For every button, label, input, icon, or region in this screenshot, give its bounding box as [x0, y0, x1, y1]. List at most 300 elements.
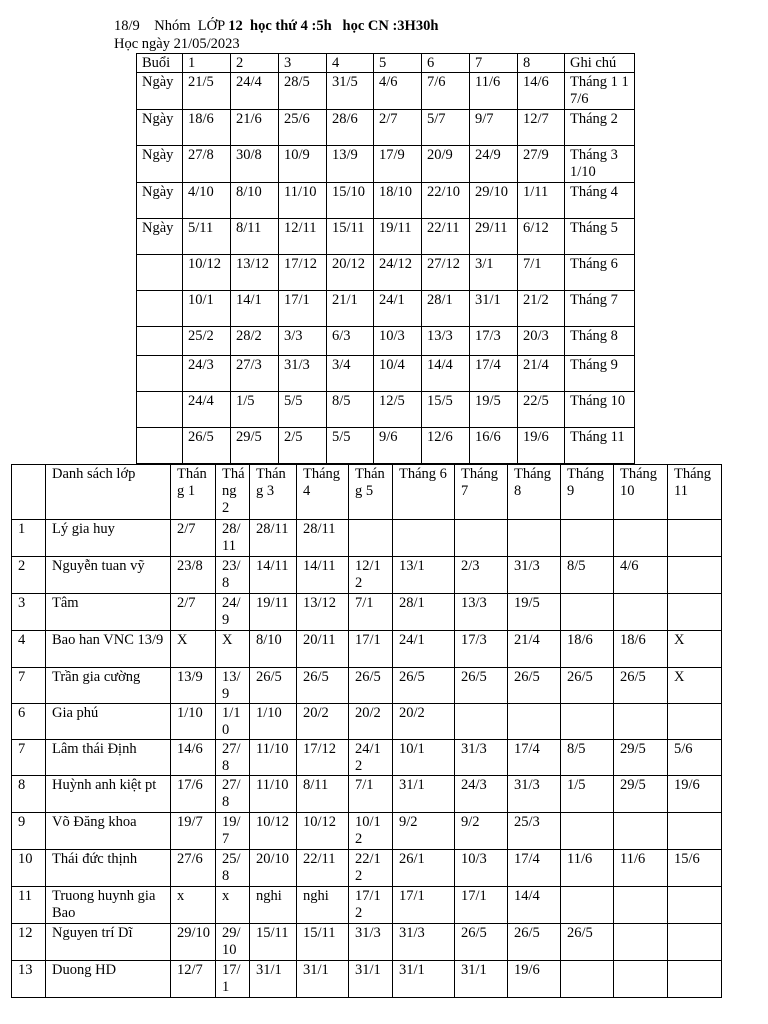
document-header-start-date: Học ngày 21/05/2023 — [114, 36, 240, 52]
student-cell: 26/1 — [393, 850, 455, 887]
student-cell: Truong huynh gia Bao — [46, 887, 171, 924]
student-cell: 17/12 — [349, 887, 393, 924]
student-cell: 20/2 — [393, 704, 455, 740]
student-cell: 15/11 — [297, 924, 349, 961]
schedule-cell: 3/1 — [470, 255, 518, 291]
student-cell — [614, 961, 668, 998]
student-cell: 27/8 — [216, 776, 250, 813]
student-header-cell: Danh sách lớp — [46, 465, 171, 520]
student-cell: 12/7 — [171, 961, 216, 998]
student-cell: 13/12 — [297, 594, 349, 631]
schedule-cell: Tháng 11 — [565, 428, 635, 464]
schedule-cell: 12/7 — [518, 110, 565, 146]
student-row — [12, 887, 722, 924]
student-cell: 8/5 — [561, 557, 614, 594]
student-cell: 31/3 — [393, 924, 455, 961]
student-cell — [614, 924, 668, 961]
schedule-cell: 10/3 — [374, 327, 422, 356]
student-row — [12, 961, 722, 998]
student-header-cell: Tháng 6 — [393, 465, 455, 520]
student-cell: 28/11 — [216, 520, 250, 557]
schedule-cell: 18/10 — [374, 183, 422, 219]
student-cell: 10/12 — [250, 813, 297, 850]
student-header-cell: Tháng 9 — [561, 465, 614, 520]
student-cell: 14/4 — [508, 887, 561, 924]
student-cell: 24/9 — [216, 594, 250, 631]
student-row — [12, 776, 722, 813]
schedule-cell: 14/4 — [422, 356, 470, 392]
student-cell — [614, 813, 668, 850]
student-cell — [455, 520, 508, 557]
student-cell: 17/1 — [455, 887, 508, 924]
schedule-cell: 15/11 — [327, 219, 374, 255]
student-row — [12, 850, 722, 887]
student-cell: 13/1 — [393, 557, 455, 594]
student-cell: 10/12 — [297, 813, 349, 850]
student-cell: 15/6 — [668, 850, 722, 887]
student-cell: 24/12 — [349, 740, 393, 776]
student-cell: 20/2 — [349, 704, 393, 740]
schedule-cell: 29/10 — [470, 183, 518, 219]
schedule-cell: 6/3 — [327, 327, 374, 356]
student-cell: 9 — [12, 813, 46, 850]
schedule-row — [137, 183, 635, 219]
student-header-row — [12, 465, 722, 520]
schedule-cell: 17/12 — [279, 255, 327, 291]
student-cell: 17/6 — [171, 776, 216, 813]
student-cell: 12 — [12, 924, 46, 961]
schedule-cell: 26/5 — [183, 428, 231, 464]
schedule-header-cell: 1 — [183, 54, 231, 73]
schedule-cell: 8/10 — [231, 183, 279, 219]
student-cell: 13/9 — [171, 668, 216, 704]
student-cell — [668, 887, 722, 924]
schedule-cell — [137, 392, 183, 428]
student-cell: 26/5 — [349, 668, 393, 704]
student-header-cell: Tháng 10 — [614, 465, 668, 520]
student-cell: 25/8 — [216, 850, 250, 887]
schedule-cell: 21/5 — [183, 73, 231, 110]
schedule-cell: 3/4 — [327, 356, 374, 392]
schedule-header-cell: Ghi chú — [565, 54, 635, 73]
student-cell: 11 — [12, 887, 46, 924]
schedule-header-row — [137, 54, 635, 73]
student-cell: 17/12 — [297, 740, 349, 776]
student-cell: Duong HD — [46, 961, 171, 998]
schedule-cell: 3/3 — [279, 327, 327, 356]
student-cell: Võ Đăng khoa — [46, 813, 171, 850]
schedule-row — [137, 146, 635, 183]
student-cell: 28/11 — [250, 520, 297, 557]
student-cell: 31/1 — [349, 961, 393, 998]
student-cell: Gia phú — [46, 704, 171, 740]
student-cell: 8 — [12, 776, 46, 813]
student-cell: 24/1 — [393, 631, 455, 668]
schedule-cell: Tháng 7 — [565, 291, 635, 327]
schedule-row — [137, 392, 635, 428]
schedule-cell: Tháng 6 — [565, 255, 635, 291]
student-cell: 1/10 — [250, 704, 297, 740]
student-cell: x — [216, 887, 250, 924]
schedule-cell: 29/11 — [470, 219, 518, 255]
student-cell: 19/5 — [508, 594, 561, 631]
student-cell: 19/7 — [216, 813, 250, 850]
student-cell: 1/5 — [561, 776, 614, 813]
student-cell: 19/7 — [171, 813, 216, 850]
schedule-cell: 12/5 — [374, 392, 422, 428]
student-cell: 26/5 — [508, 668, 561, 704]
student-cell: 26/5 — [508, 924, 561, 961]
schedule-cell: 31/5 — [327, 73, 374, 110]
student-cell: 20/11 — [297, 631, 349, 668]
student-cell: 9/2 — [455, 813, 508, 850]
student-cell: 13 — [12, 961, 46, 998]
student-cell: 31/1 — [297, 961, 349, 998]
student-cell: 14/11 — [250, 557, 297, 594]
schedule-cell: 10/1 — [183, 291, 231, 327]
student-cell: 10/12 — [349, 813, 393, 850]
schedule-cell: 4/10 — [183, 183, 231, 219]
student-cell — [455, 704, 508, 740]
schedule-cell: Tháng 2 — [565, 110, 635, 146]
student-cell: 31/3 — [508, 776, 561, 813]
student-header-cell: Tháng 2 — [216, 465, 250, 520]
student-cell: 25/3 — [508, 813, 561, 850]
student-cell: 11/6 — [561, 850, 614, 887]
schedule-cell: 16/6 — [470, 428, 518, 464]
student-row — [12, 704, 722, 740]
schedule-header-cell: 2 — [231, 54, 279, 73]
student-cell: 29/10 — [216, 924, 250, 961]
student-cell: 8/5 — [561, 740, 614, 776]
schedule-cell: Tháng 5 — [565, 219, 635, 255]
student-cell: 4 — [12, 631, 46, 668]
student-cell: Nguyen trí Dĩ — [46, 924, 171, 961]
schedule-cell: 18/6 — [183, 110, 231, 146]
student-cell: 20/2 — [297, 704, 349, 740]
schedule-cell: 24/12 — [374, 255, 422, 291]
student-cell: 5/6 — [668, 740, 722, 776]
student-cell — [668, 961, 722, 998]
student-cell: 26/5 — [561, 668, 614, 704]
student-cell: Huỳnh anh kiệt pt — [46, 776, 171, 813]
schedule-row — [137, 291, 635, 327]
student-cell — [614, 887, 668, 924]
student-cell: 18/6 — [614, 631, 668, 668]
student-header-cell: Tháng 1 — [171, 465, 216, 520]
schedule-cell: 17/3 — [470, 327, 518, 356]
schedule-cell: 28/5 — [279, 73, 327, 110]
header-weekday-time: học thứ 4 :5h — [250, 18, 332, 34]
schedule-cell: Tháng 8 — [565, 327, 635, 356]
schedule-row — [137, 110, 635, 146]
student-cell — [668, 520, 722, 557]
student-cell — [561, 594, 614, 631]
student-cell: 27/8 — [216, 740, 250, 776]
student-cell: 14/6 — [171, 740, 216, 776]
schedule-cell: 1/11 — [518, 183, 565, 219]
schedule-cell: Ngày — [137, 219, 183, 255]
schedule-cell: 22/10 — [422, 183, 470, 219]
student-cell: 2/3 — [455, 557, 508, 594]
schedule-cell: 7/6 — [422, 73, 470, 110]
session-schedule-table — [136, 53, 635, 464]
schedule-cell: 13/3 — [422, 327, 470, 356]
student-cell: 7 — [12, 668, 46, 704]
schedule-cell: 2/7 — [374, 110, 422, 146]
student-cell: 14/11 — [297, 557, 349, 594]
schedule-cell: 13/12 — [231, 255, 279, 291]
schedule-cell: 17/1 — [279, 291, 327, 327]
student-cell: 26/5 — [455, 668, 508, 704]
header-spacer — [332, 18, 343, 34]
schedule-cell: 5/7 — [422, 110, 470, 146]
student-cell: 2 — [12, 557, 46, 594]
student-cell: 11/10 — [250, 740, 297, 776]
schedule-cell: 20/12 — [327, 255, 374, 291]
schedule-cell: 27/8 — [183, 146, 231, 183]
student-cell: 4/6 — [614, 557, 668, 594]
student-cell: 1/10 — [171, 704, 216, 740]
schedule-cell: 11/10 — [279, 183, 327, 219]
student-cell: 22/11 — [297, 850, 349, 887]
student-cell: 2/7 — [171, 594, 216, 631]
student-cell: x — [171, 887, 216, 924]
schedule-row — [137, 428, 635, 464]
schedule-cell: 20/9 — [422, 146, 470, 183]
student-row — [12, 631, 722, 668]
student-cell: 26/5 — [393, 668, 455, 704]
student-row — [12, 740, 722, 776]
schedule-cell: 28/6 — [327, 110, 374, 146]
schedule-cell: 27/3 — [231, 356, 279, 392]
student-cell: 31/1 — [455, 961, 508, 998]
schedule-cell: 10/12 — [183, 255, 231, 291]
student-cell: Trần gia cường — [46, 668, 171, 704]
schedule-cell: 19/6 — [518, 428, 565, 464]
schedule-cell: 5/5 — [327, 428, 374, 464]
schedule-cell: 4/6 — [374, 73, 422, 110]
student-row — [12, 557, 722, 594]
student-cell — [668, 594, 722, 631]
student-cell — [668, 813, 722, 850]
student-row — [12, 668, 722, 704]
schedule-cell: 14/1 — [231, 291, 279, 327]
student-cell: 29/10 — [171, 924, 216, 961]
student-cell: 19/6 — [508, 961, 561, 998]
student-cell: Lâm thái Định — [46, 740, 171, 776]
schedule-cell: 15/10 — [327, 183, 374, 219]
schedule-cell: 9/6 — [374, 428, 422, 464]
student-cell: 26/5 — [455, 924, 508, 961]
student-cell: 18/6 — [561, 631, 614, 668]
student-cell: Lý gia huy — [46, 520, 171, 557]
student-cell: 28/1 — [393, 594, 455, 631]
student-cell: 31/3 — [349, 924, 393, 961]
student-cell: nghi — [250, 887, 297, 924]
schedule-cell: 24/1 — [374, 291, 422, 327]
student-cell — [561, 813, 614, 850]
schedule-cell: 29/5 — [231, 428, 279, 464]
schedule-cell: Ngày — [137, 73, 183, 110]
student-cell — [614, 594, 668, 631]
student-cell — [561, 704, 614, 740]
schedule-cell: Tháng 3 1/10 — [565, 146, 635, 183]
student-cell: 10 — [12, 850, 46, 887]
schedule-row — [137, 255, 635, 291]
student-cell: 12/12 — [349, 557, 393, 594]
schedule-cell: 24/4 — [183, 392, 231, 428]
schedule-header-cell: 7 — [470, 54, 518, 73]
student-cell: 6 — [12, 704, 46, 740]
schedule-cell: 21/4 — [518, 356, 565, 392]
schedule-cell: Ngày — [137, 146, 183, 183]
schedule-cell — [137, 327, 183, 356]
schedule-cell: 28/2 — [231, 327, 279, 356]
schedule-cell: 24/9 — [470, 146, 518, 183]
student-header-cell: Tháng 5 — [349, 465, 393, 520]
schedule-cell: 1/5 — [231, 392, 279, 428]
student-row — [12, 520, 722, 557]
student-cell — [393, 520, 455, 557]
student-cell: 22/12 — [349, 850, 393, 887]
schedule-cell — [137, 255, 183, 291]
student-cell: 17/1 — [349, 631, 393, 668]
student-cell: X — [668, 631, 722, 668]
schedule-cell: 28/1 — [422, 291, 470, 327]
schedule-cell: 21/6 — [231, 110, 279, 146]
schedule-header-cell: 8 — [518, 54, 565, 73]
student-cell: 7/1 — [349, 594, 393, 631]
student-cell: 19/6 — [668, 776, 722, 813]
class-attendance-table — [11, 464, 722, 998]
student-cell: 26/5 — [250, 668, 297, 704]
schedule-cell: 30/8 — [231, 146, 279, 183]
schedule-cell: Tháng 1 17/6 — [565, 73, 635, 110]
schedule-cell: 31/3 — [279, 356, 327, 392]
schedule-cell: 5/5 — [279, 392, 327, 428]
student-cell: 11/6 — [614, 850, 668, 887]
student-cell: 13/9 — [216, 668, 250, 704]
student-cell: 23/8 — [171, 557, 216, 594]
schedule-row — [137, 356, 635, 392]
schedule-header-cell: 3 — [279, 54, 327, 73]
student-cell: 13/3 — [455, 594, 508, 631]
student-cell — [614, 520, 668, 557]
schedule-cell: 10/9 — [279, 146, 327, 183]
header-date-group: 18/9 Nhóm LỚP — [114, 18, 229, 34]
student-cell: 10/1 — [393, 740, 455, 776]
student-cell: Tâm — [46, 594, 171, 631]
student-cell — [508, 520, 561, 557]
schedule-cell: 13/9 — [327, 146, 374, 183]
student-cell: 8/10 — [250, 631, 297, 668]
schedule-cell: 20/3 — [518, 327, 565, 356]
student-cell: 19/11 — [250, 594, 297, 631]
student-cell: 17/1 — [216, 961, 250, 998]
schedule-cell: 19/11 — [374, 219, 422, 255]
student-cell: 3 — [12, 594, 46, 631]
student-cell: 29/5 — [614, 740, 668, 776]
student-cell: 28/11 — [297, 520, 349, 557]
schedule-cell: Ngày — [137, 183, 183, 219]
schedule-cell: Tháng 10 — [565, 392, 635, 428]
student-cell: 17/3 — [455, 631, 508, 668]
student-cell: 1 — [12, 520, 46, 557]
schedule-row — [137, 327, 635, 356]
student-cell: 31/3 — [455, 740, 508, 776]
header-sunday-time: học CN :3H30h — [342, 18, 439, 34]
schedule-cell: 15/5 — [422, 392, 470, 428]
schedule-cell: Ngày — [137, 110, 183, 146]
student-cell: 7 — [12, 740, 46, 776]
student-cell: 8/11 — [297, 776, 349, 813]
schedule-cell: 14/6 — [518, 73, 565, 110]
schedule-cell: 21/1 — [327, 291, 374, 327]
schedule-cell: 22/11 — [422, 219, 470, 255]
student-cell: Bao han VNC 13/9 — [46, 631, 171, 668]
student-cell: X — [668, 668, 722, 704]
schedule-header-cell: 4 — [327, 54, 374, 73]
student-cell — [561, 887, 614, 924]
student-cell — [668, 704, 722, 740]
schedule-cell: 6/12 — [518, 219, 565, 255]
schedule-row — [137, 219, 635, 255]
student-cell: 17/1 — [393, 887, 455, 924]
schedule-cell: 9/7 — [470, 110, 518, 146]
student-cell — [561, 520, 614, 557]
student-cell: 10/3 — [455, 850, 508, 887]
student-cell: 31/1 — [250, 961, 297, 998]
student-cell — [668, 557, 722, 594]
schedule-cell: 11/6 — [470, 73, 518, 110]
header-spacer — [243, 18, 250, 34]
student-cell — [668, 924, 722, 961]
student-cell: 31/1 — [393, 961, 455, 998]
student-cell — [508, 704, 561, 740]
student-cell: Thái đức thịnh — [46, 850, 171, 887]
schedule-cell — [137, 291, 183, 327]
student-cell: 29/5 — [614, 776, 668, 813]
schedule-cell: 24/4 — [231, 73, 279, 110]
schedule-cell: 12/11 — [279, 219, 327, 255]
student-cell: Nguyễn tuan vỹ — [46, 557, 171, 594]
schedule-cell: 8/5 — [327, 392, 374, 428]
student-cell: 7/1 — [349, 776, 393, 813]
student-row — [12, 924, 722, 961]
schedule-cell: 24/3 — [183, 356, 231, 392]
student-cell: 26/5 — [561, 924, 614, 961]
schedule-cell: 22/5 — [518, 392, 565, 428]
student-cell: 2/7 — [171, 520, 216, 557]
student-cell: 26/5 — [297, 668, 349, 704]
schedule-header-cell: 6 — [422, 54, 470, 73]
student-header-cell: Tháng 7 — [455, 465, 508, 520]
schedule-cell: 25/2 — [183, 327, 231, 356]
schedule-cell: 31/1 — [470, 291, 518, 327]
schedule-cell: 12/6 — [422, 428, 470, 464]
schedule-row — [137, 73, 635, 110]
student-cell: 26/5 — [614, 668, 668, 704]
student-cell: 21/4 — [508, 631, 561, 668]
schedule-cell: 17/4 — [470, 356, 518, 392]
schedule-header-cell: 5 — [374, 54, 422, 73]
schedule-cell: 19/5 — [470, 392, 518, 428]
student-cell: 24/3 — [455, 776, 508, 813]
student-row — [12, 594, 722, 631]
schedule-cell: 8/11 — [231, 219, 279, 255]
schedule-cell: 27/9 — [518, 146, 565, 183]
